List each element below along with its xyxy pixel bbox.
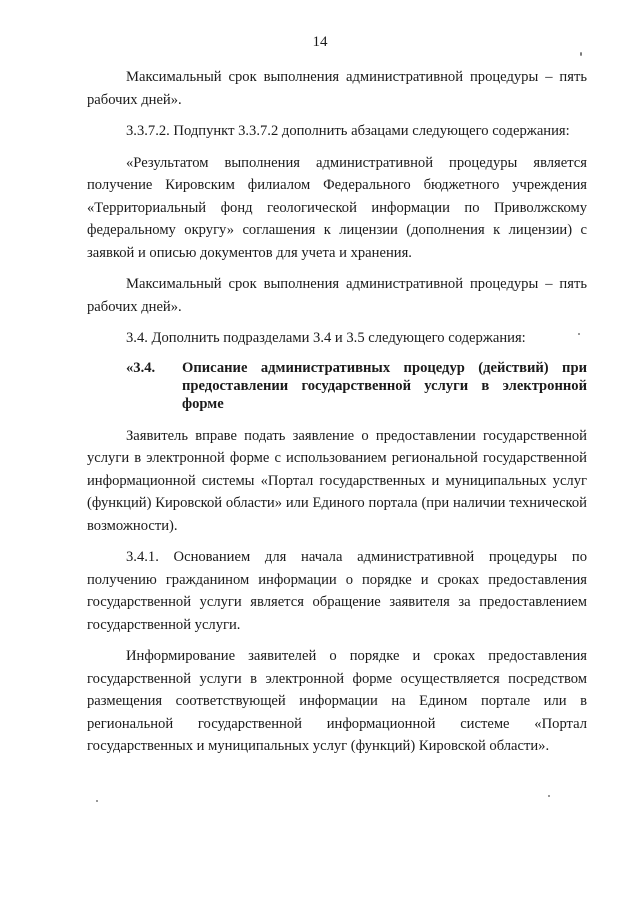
paragraph: 3.4.1. Основанием для начала административной процедуры по получению гражданином информации о порядке и сроках предоставления государственной услуги является обращение заявителя за предоставлением государственной услуги. (87, 549, 587, 633)
section-heading (87, 359, 587, 413)
page-number: 14 (312, 34, 328, 50)
scan-speck (548, 795, 550, 797)
paragraph: Информирование заявителей о порядке и сроках предоставления государственной услуги в электронной форме осуществляется посредством размещения соответствующей информации на Едином портале или в региональной государственной информационной системе «Портал государственных и муниципальных услуг (функций) Кировской области». (87, 648, 587, 754)
paragraph: 3.4. Дополнить подразделами 3.4 и 3.5 следующего содержания: (126, 330, 526, 346)
scan-speck (580, 52, 582, 56)
paragraph: Заявитель вправе подать заявление о предоставлении государственной услуги в электронной форме с использованием региональной государственной информационной системы «Портал государственных и муниципальных услуг (функций) Кировской области» или Единого портала (при наличии технической возможности). (87, 427, 587, 534)
paragraph: Максимальный срок выполнения административной процедуры – пять рабочих дней». (87, 276, 587, 315)
document-body (87, 66, 587, 767)
section-title: Описание административных процедур (действий) при предоставлении государственной услуги в электронной форме (182, 359, 587, 412)
paragraph: «Результатом выполнения административной процедуры является получение Кировским филиалом Федерального бюджетного учреждения «Территориальный фонд геологической информации по Приволжскому федеральному округу» соглашения к лицензии (дополнения к лицензии) с заявкой и описью документов для учета и хранения. (87, 154, 587, 261)
scan-speck (578, 333, 580, 335)
section-number: «3.4. (126, 359, 156, 376)
paragraph: 3.3.7.2. Подпункт 3.3.7.2 дополнить абзацами следующего содержания: (126, 123, 570, 139)
paragraph: Максимальный срок выполнения административной процедуры – пять рабочих дней». (87, 69, 587, 108)
scan-speck (96, 800, 98, 802)
